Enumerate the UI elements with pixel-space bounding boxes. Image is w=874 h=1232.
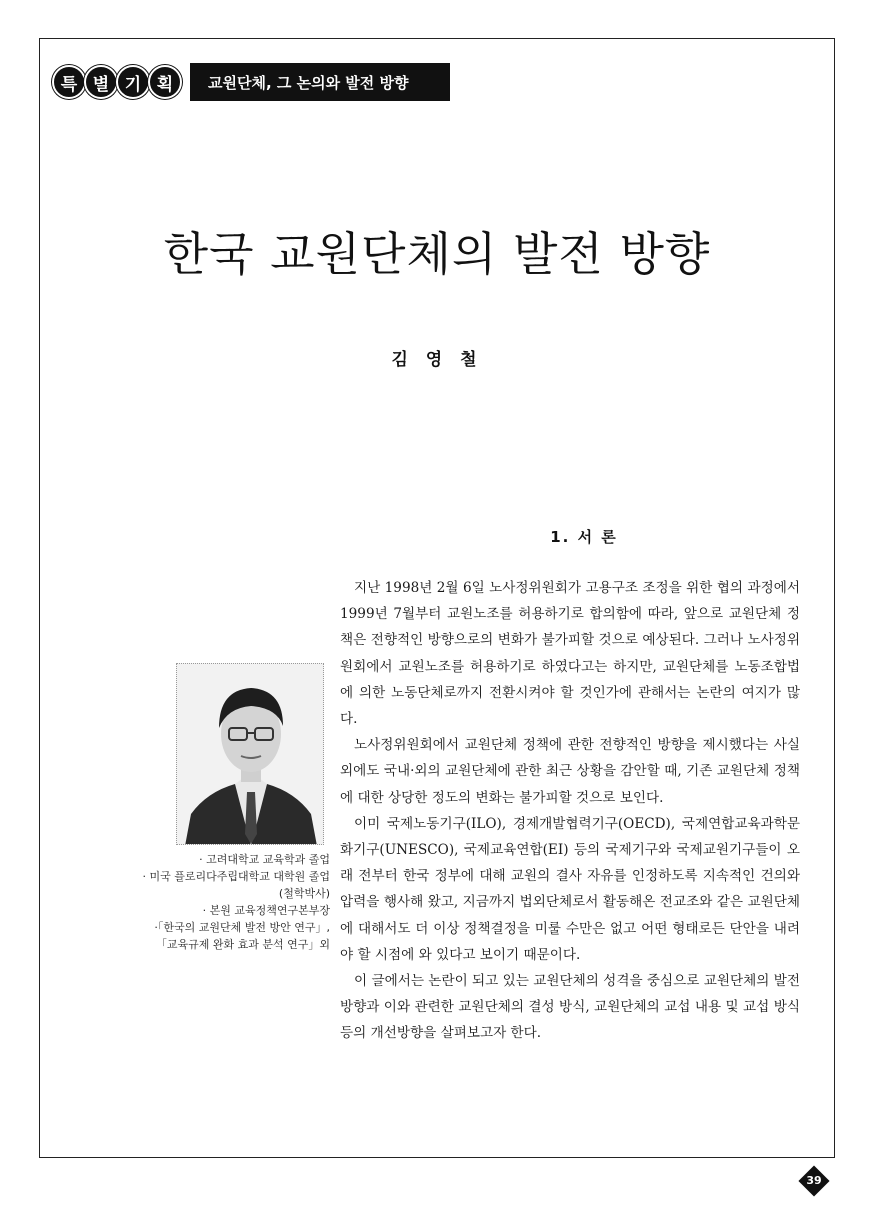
article-body xyxy=(340,575,800,1047)
bio-line: ·「한국의 교원단체 발전 방안 연구」, xyxy=(154,921,330,934)
bio-line: · 고려대학교 교육학과 졸업 xyxy=(199,853,330,866)
author-bio xyxy=(70,851,330,953)
section-heading: 1. 서 론 xyxy=(550,528,618,546)
series-header xyxy=(52,60,450,104)
bio-line: (철학박사) xyxy=(278,887,330,900)
article-title: 한국 교원단체의 발전 방향 xyxy=(163,227,711,281)
body-paragraph: 노사정위원회에서 교원단체 정책에 관한 전향적인 방향을 제시했다는 사실 외에도 국내·외의 교원단체에 관한 최근 상황을 감안할 때, 기존 교원단체 정책에 대한 상당한 정도의 변화는 불가피할 것으로 보인다. xyxy=(340,737,800,806)
author-photo xyxy=(176,663,324,845)
body-paragraph: 이 글에서는 논란이 되고 있는 교원단체의 성격을 중심으로 교원단체의 발전방향과 이와 관련한 교원단체의 결성 방식, 교원단체의 교섭 내용 및 교섭 방식 등의 개선방향을 살펴보고자 한다. xyxy=(340,973,800,1042)
badge-char: 특 xyxy=(52,65,86,99)
author-name: 김 영 철 xyxy=(391,350,483,370)
author-portrait-icon xyxy=(177,664,324,845)
body-paragraph: 지난 1998년 2월 6일 노사정위원회가 고용구조 조정을 위한 협의 과정에서 1999년 7월부터 교원노조를 허용하기로 합의함에 따라, 앞으로 교원단체 정책은 전향적인 방향으로의 변화가 불가피할 것으로 예상된다. 그러나 노사정위원회에서 교원노조를 허용하기로 하였다고는 하지만, 교원단체를 노동조합법에 의한 노동단체로까지 전환시켜야 할 것인가에 관해서는 논란의 여지가 많다. xyxy=(340,580,800,728)
series-title: 교원단체, 그 논의와 발전 방향 xyxy=(190,63,450,101)
bio-line: 「교육규제 완화 효과 분석 연구」외 xyxy=(155,938,330,951)
page-number xyxy=(799,1166,829,1196)
bio-line: · 미국 플로리다주립대학교 대학원 졸업 xyxy=(142,870,330,883)
badge-char: 기 xyxy=(116,65,150,99)
badge-char: 별 xyxy=(84,65,118,99)
special-feature-badges xyxy=(52,65,180,99)
badge-char: 획 xyxy=(148,65,182,99)
bio-line: · 본원 교육정책연구본부장 xyxy=(202,904,330,917)
page-number-label: 39 xyxy=(806,1174,822,1187)
body-paragraph: 이미 국제노동기구(ILO), 경제개발협력기구(OECD), 국제연합교육과학문화기구(UNESCO), 국제교육연합(EI) 등의 국제기구와 국제교원기구들이 오래 전부터 한국 정부에 대해 교원의 결사 자유를 인정하도록 지속적인 건의와 압력을 행사해 왔고, 지금까지 법외단체로서 활동해온 전교조와 같은 교원단체에 대해서도 더 이상 정책결정을 미룰 수만은 없고 어떤 형태로든 단안을 내려야 할 시점에 와 있다고 보이기 때문이다. xyxy=(340,815,800,963)
